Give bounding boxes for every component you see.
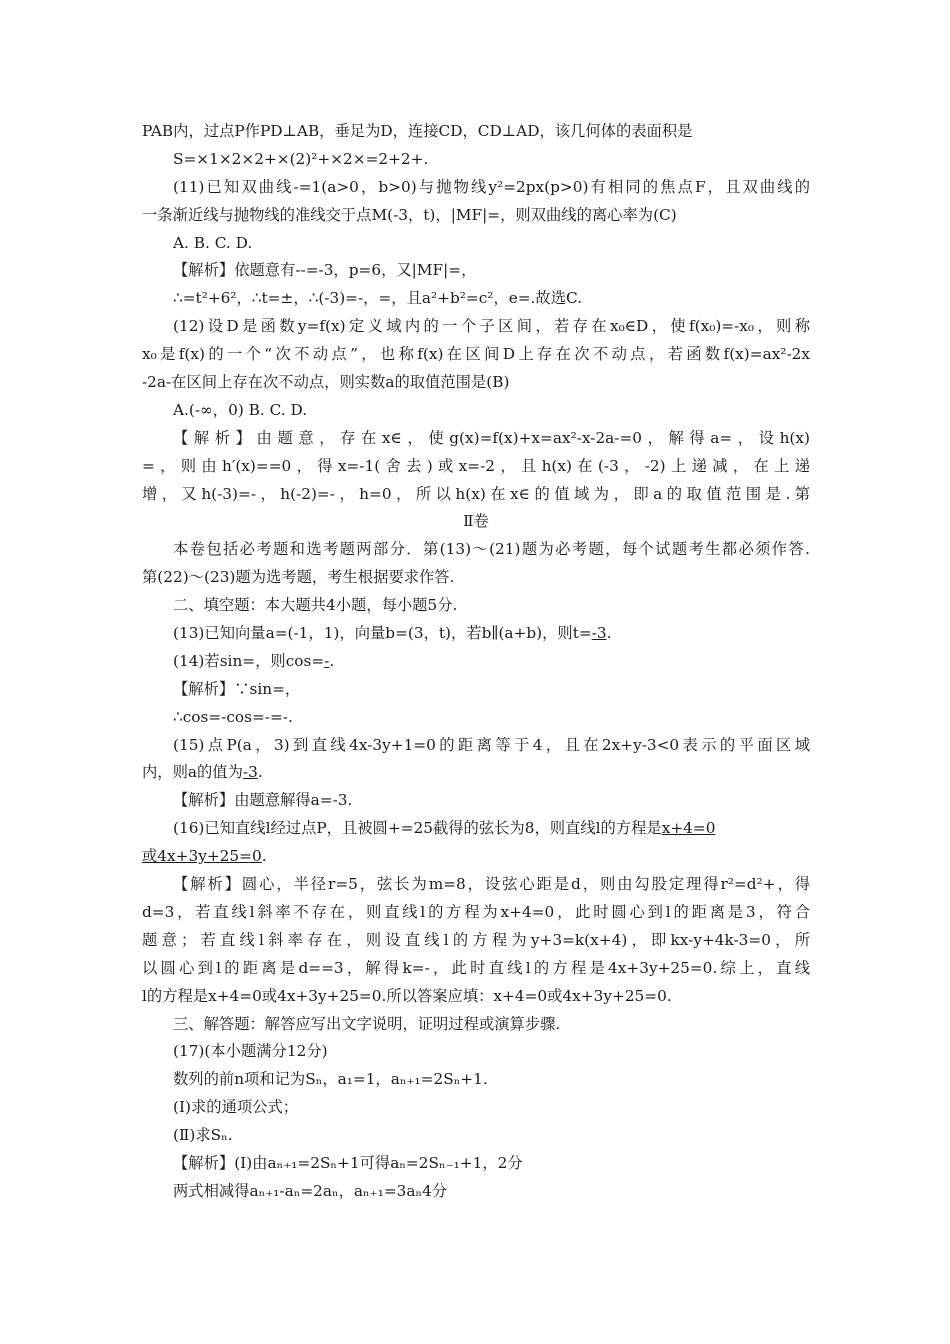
- line-text: 【解析】由题意，存在x∈，使g(x)=f(x)+x=ax²-x-2a-=0，解得a=，设h(x): [173, 428, 810, 447]
- line-text: 【解析】依题意有--=-3，p=6，又|MF|=，: [173, 261, 477, 280]
- answer-blank: 或4x+3y+25=0: [142, 847, 262, 866]
- line-text: A. B. C. D.: [173, 233, 253, 252]
- line-text: 【解析】∵sin=，: [173, 679, 301, 698]
- text-line: [142, 118, 810, 146]
- line-text: 两式相减得aₙ₊₁-aₙ=2aₙ，aₙ₊₁=3aₙ4分: [173, 1181, 448, 1200]
- text-line: [142, 676, 810, 704]
- text-line: [142, 1066, 810, 1094]
- line-text: 题意；若直线l斜率存在，则设直线l的方程为y+3=k(x+4)，即kx-y+4k-3=0，所: [142, 930, 810, 949]
- line-text: d=3，若直线l斜率不存在，则直线l的方程为x+4=0，此时圆心到l的距离是3，符合: [142, 902, 810, 921]
- text-line: [142, 313, 810, 341]
- text-line: [142, 1122, 810, 1150]
- text-line: [142, 1094, 810, 1122]
- text-line: [142, 1038, 810, 1066]
- text-line: [142, 620, 810, 648]
- text-line: [142, 983, 810, 1011]
- text-line: [142, 341, 810, 369]
- text-line: [142, 732, 810, 760]
- text-line: [142, 759, 810, 787]
- text-line: [142, 787, 810, 815]
- line-text: (Ⅰ)求的通项公式；: [173, 1098, 299, 1117]
- line-text: 数列的前n项和记为Sₙ，a₁=1，aₙ₊₁=2Sₙ+1.: [173, 1070, 488, 1089]
- text-line: [142, 1150, 810, 1178]
- line-text: (14)若sin=，则cos=: [173, 651, 325, 670]
- line-text: x₀是f(x)的一个“次不动点”，也称f(x)在区间D上存在次不动点，若函数f(x)=ax²-2x: [142, 345, 810, 364]
- text-line: [142, 955, 810, 983]
- line-text: S=×1×2×2+×(2)²+×2×=2+2+.: [173, 149, 429, 168]
- line-text: (16)已知直线l经过点P，且被圆+=25截得的弦长为8，则直线l的方程是: [173, 819, 662, 838]
- line-tail: .: [329, 651, 335, 670]
- line-text: PAB内，过点P作PD⊥AB，垂足为D，连接CD，CD⊥AD，该几何体的表面积是: [142, 122, 693, 140]
- line-text: 第(22)～(23)题为选考题，考生根据要求作答.: [142, 568, 455, 587]
- text-line: [142, 369, 810, 397]
- line-text: (11)已知双曲线-=1(a>0，b>0)与抛物线y²=2px(p>0)有相同的焦点F，且双曲线的: [173, 177, 810, 196]
- text-line: [142, 508, 810, 536]
- line-text: 内，则a的值为: [142, 763, 243, 782]
- text-line: [142, 1011, 810, 1039]
- line-text: (17)(本小题满分12分): [173, 1042, 328, 1061]
- line-tail: .: [606, 624, 612, 643]
- line-text: =，则由h′(x)==0，得x=-1(舍去)或x=-2，且h(x)在(-3，-2)上递减，在上递: [142, 456, 810, 475]
- line-text: (13)已知向量a=(-1，1)，向量b=(3，t)，若b∥(a+b)，则t=: [173, 624, 592, 643]
- text-line: [142, 843, 810, 871]
- line-text: -2a-在区间上存在次不动点，则实数a的取值范围是(B): [142, 373, 510, 392]
- line-text: A.(-∞，0) B. C. D.: [173, 400, 308, 419]
- line-text: ∴cos=-cos=-=-.: [173, 707, 293, 726]
- text-line: [142, 704, 810, 732]
- text-line: [142, 815, 810, 843]
- text-line: [142, 285, 810, 313]
- text-line: [142, 871, 810, 899]
- text-line: [142, 648, 810, 676]
- line-text: (Ⅱ)求Sₙ.: [173, 1126, 233, 1145]
- document-page: [142, 118, 810, 1206]
- text-line: [142, 146, 810, 174]
- line-text: 三、解答题：解答应写出文字说明，证明过程或演算步骤.: [173, 1014, 561, 1033]
- answer-blank: -3: [591, 624, 607, 643]
- text-line: [142, 592, 810, 620]
- text-line: [142, 1178, 810, 1206]
- line-text: (15)点P(a，3)到直线4x-3y+1=0的距离等于4，且在2x+y-3<0表示的平面区域: [173, 735, 810, 754]
- answer-blank: -3: [242, 763, 258, 782]
- line-text: 二、填空题：本大题共4小题，每小题5分.: [173, 596, 458, 615]
- line-text: 【解析】圆心，半径r=5，弦长为m=8，设弦心距是d，则由勾股定理得r²=d²+，得: [173, 875, 810, 894]
- line-text: (12)设D是函数y=f(x)定义域内的一个子区间，若存在x₀∈D，使f(x₀)=-x₀，则称: [173, 317, 810, 336]
- answer-blank: -: [324, 651, 330, 670]
- line-tail: .: [257, 763, 263, 782]
- text-line: [142, 174, 810, 202]
- text-line: [142, 564, 810, 592]
- text-line: [142, 927, 810, 955]
- text-line: [142, 453, 810, 481]
- line-text: 本卷包括必考题和选考题两部分．第(13)～(21)题为必考题，每个试题考生都必须作答.: [173, 540, 810, 559]
- line-text: 一条渐近线与抛物线的准线交于点M(-3，t)，|MF|=，则双曲线的离心率为(C): [142, 205, 677, 224]
- text-line: [142, 257, 810, 285]
- line-text: 增，又h(-3)=-，h(-2)=-，h=0，所以h(x)在x∈的值域为，即a的取值范围是.第: [142, 484, 810, 503]
- line-text: l的方程是x+4=0或4x+3y+25=0.所以答案应填：x+4=0或4x+3y+25=0.: [142, 986, 672, 1005]
- text-line: [142, 202, 810, 230]
- line-text: 【解析】(Ⅰ)由aₙ₊₁=2Sₙ+1可得aₙ=2Sₙ₋₁+1，2分: [173, 1153, 523, 1172]
- text-line: [142, 536, 810, 564]
- line-text: Ⅱ卷: [463, 512, 489, 531]
- answer-blank: x+4=0: [661, 819, 716, 838]
- line-text: 以圆心到l的距离是d==3，解得k=-，此时直线l的方程是4x+3y+25=0.综上，直线: [142, 958, 810, 977]
- text-line: [142, 481, 810, 509]
- text-line: [142, 397, 810, 425]
- text-line: [142, 230, 810, 258]
- text-line: [142, 425, 810, 453]
- line-tail: .: [261, 847, 267, 866]
- text-line: [142, 899, 810, 927]
- line-text: ∴=t²+6²，∴t=±，∴(-3)=-，=，且a²+b²=c²，e=.故选C.: [173, 289, 583, 308]
- line-text: 【解析】由题意解得a=-3.: [173, 791, 353, 810]
